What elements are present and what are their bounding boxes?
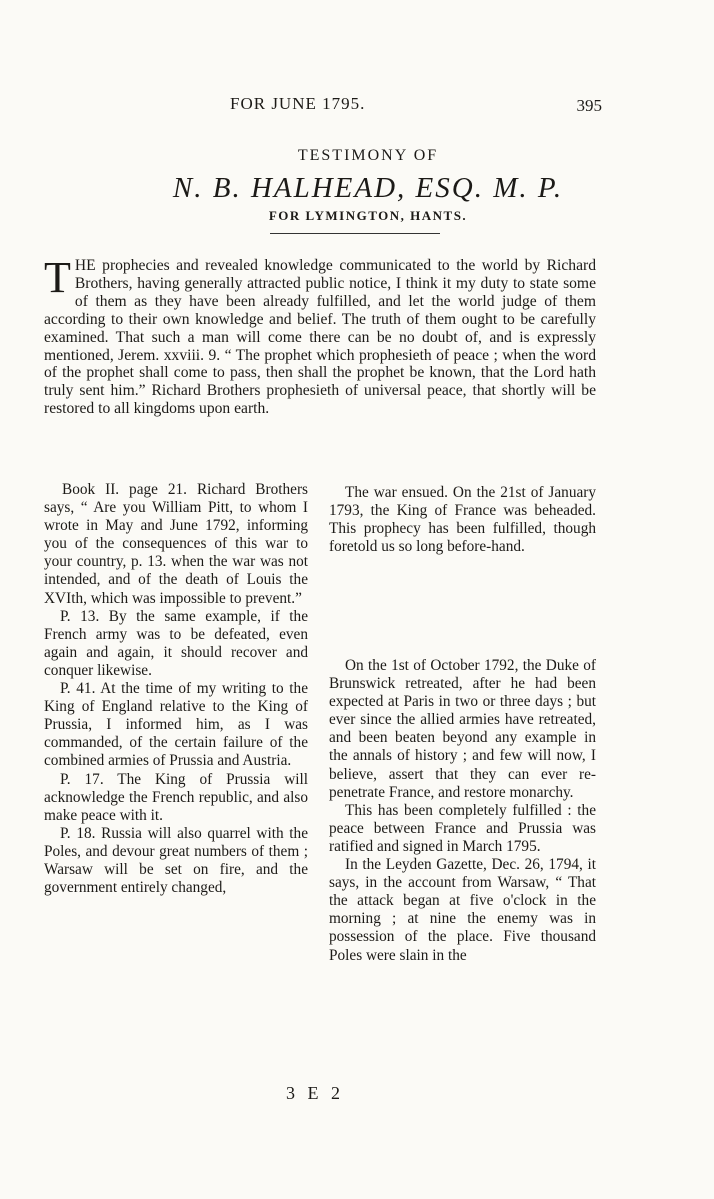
right-paragraph: In the Leyden Gazette, Dec. 26, 1794, it says, in the account from Warsaw, “ That the attack began at five o'clock in the morning ; at nine the enemy was in possession of the place. Five thousand Poles were slain in the	[329, 856, 596, 964]
running-head-title: FOR JUNE 1795.	[230, 94, 366, 113]
intro-text: HE prophecies and revealed knowledge communicated to the world by Richard Brothers, having generally attracted public notice, I think it my duty to state some of them as they have been already fulfilled, and let the world judge of them according to their own knowledge and belief. The truth of them ought to be carefully examined. That such a man will come there can be no doubt of, and is expressly mentioned, Jerem. xxviii. 9. “ The prophet which prophesieth of peace ; when the word of the prophet shall come to pass, then shall the prophet be known, that the Lord hath truly sent him.” Richard Brothers prophesieth of universal peace, that shortly will be restored to all kingdoms upon earth.	[44, 257, 596, 418]
right-paragraph: This has been completely fulfilled : the peace between France and Prussia was ratified and signed in March 1795.	[329, 801, 596, 855]
running-head	[0, 94, 714, 120]
right-paragraph: The war ensued. On the 21st of January 1793, the King of France was beheaded. This prophecy has been fulfilled, though foretold us so long before-hand.	[329, 484, 596, 556]
section-heading: TESTIMONY OF	[297, 147, 439, 164]
drop-cap: T	[44, 253, 71, 302]
left-paragraph: P. 18. Russia will also quarrel with the Poles, and devour great numbers of them ; Warsaw will be set on fire, and the government entirely changed,	[44, 824, 308, 897]
right-column-bottom	[329, 657, 596, 965]
author-name: N. B. HALHEAD, ESQ. M. P.	[172, 172, 564, 204]
left-paragraph: Book II. page 21. Richard Brothers says, “ Are you William Pitt, to whom I wrote in May and June 1792, informing you of the consequences of this war to your country, p. 13. when the war was not intended, and of the death of Louis the XVIth, which was impossible to prevent.”	[44, 481, 308, 607]
left-paragraph: P. 17. The King of Prussia will acknowledge the French republic, and also make peace with it.	[44, 770, 308, 824]
left-paragraph: P. 41. At the time of my writing to the King of England relative to the King of Prussia, I informed him, as I was commanded, of the certain failure of the combined armies of Prussia and Austria.	[44, 680, 308, 770]
author-constituency: FOR LYMINGTON, HANTS.	[268, 208, 468, 223]
left-column	[44, 481, 308, 897]
page-number: 395	[576, 96, 602, 115]
signature-mark: 3 E 2	[286, 1083, 344, 1103]
left-paragraph: P. 13. By the same example, if the French army was to be defeated, even again and again, it should recover and conquer likewise.	[44, 607, 308, 679]
intro-paragraph	[44, 253, 596, 418]
right-column-top	[329, 484, 596, 556]
right-paragraph: On the 1st of October 1792, the Duke of Brunswick retreated, after he had been expected at Paris in two or three days ; but ever since the allied armies have retreated, and been beaten beyond any example in the annals of history ; and few will now, I believe, assert that they can ever re-penetrate France, and restore monarchy.	[329, 657, 596, 801]
heading-rule	[270, 233, 440, 234]
